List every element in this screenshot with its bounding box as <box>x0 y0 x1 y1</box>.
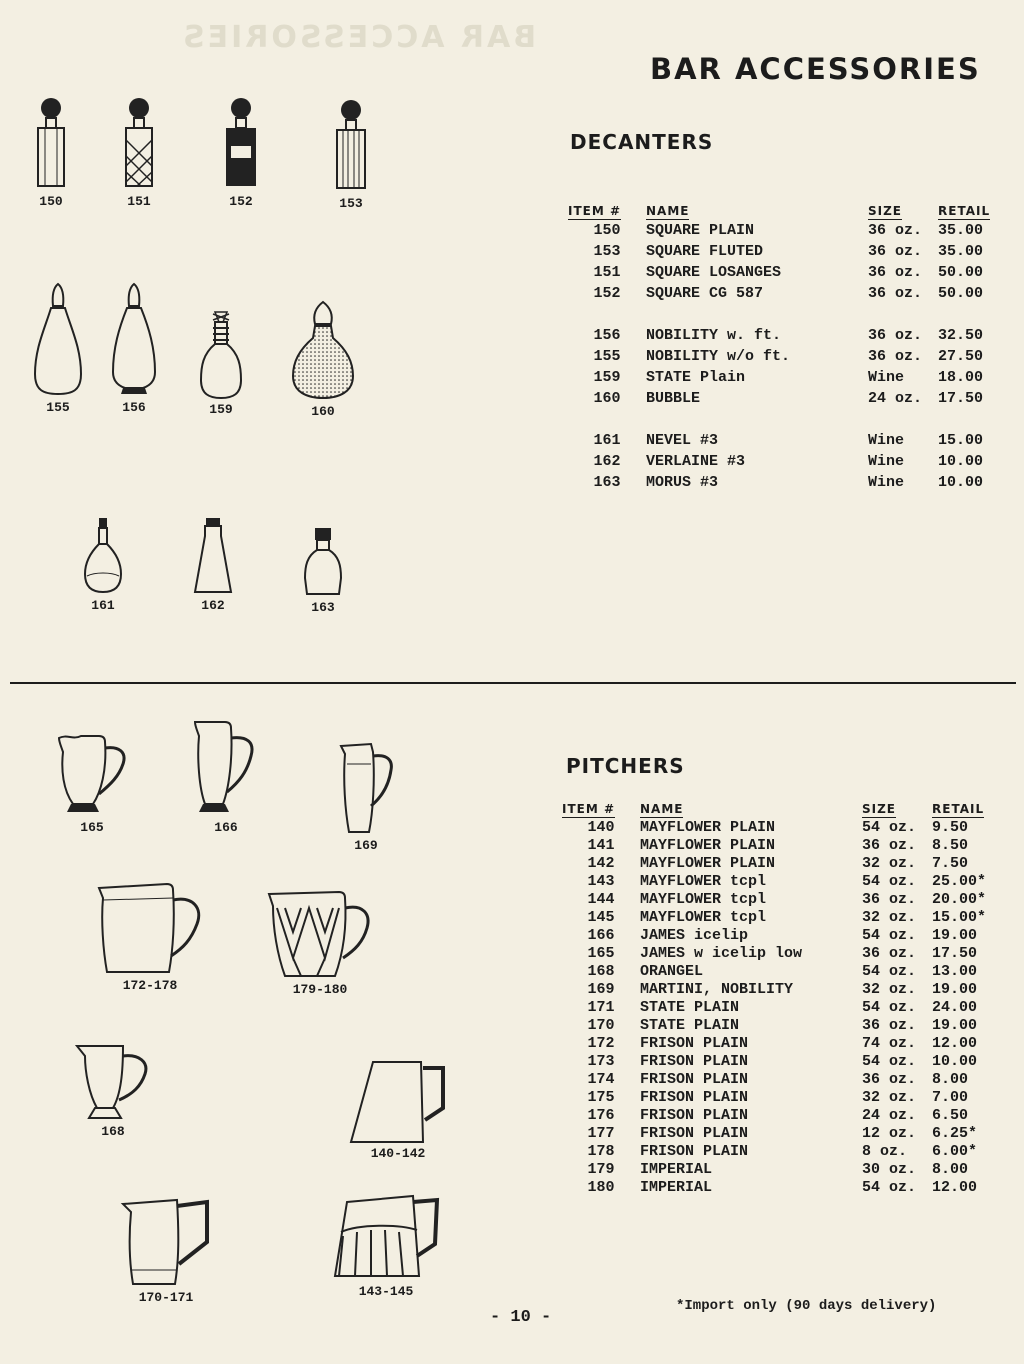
figure-label: 179-180 <box>292 982 348 997</box>
table-row <box>568 325 1008 346</box>
table-row <box>562 890 1002 908</box>
figure-label: 172-178 <box>122 978 178 993</box>
table-cell: MORUS #3 <box>646 474 719 491</box>
pitcher-143-145-figure <box>328 1188 444 1299</box>
table-row <box>568 430 1008 451</box>
table-cell: 74 oz. <box>862 1034 917 1052</box>
table-cell: SQUARE FLUTED <box>646 243 764 260</box>
table-cell: 8.50 <box>932 836 969 854</box>
table-cell: Wine <box>868 474 905 491</box>
figure-label: 162 <box>201 598 225 613</box>
pitcher-140-142-drawing <box>345 1058 451 1144</box>
table-row <box>562 872 1002 890</box>
table-cell: 6.25* <box>932 1124 978 1142</box>
table-cell: 36 oz. <box>862 890 917 908</box>
decanters-table <box>568 204 1008 493</box>
table-cell: FRISON PLAIN <box>640 1034 749 1052</box>
table-cell: 54 oz. <box>862 872 917 890</box>
table-cell: 166 <box>587 926 615 944</box>
table-cell: 156 <box>593 327 621 344</box>
table-cell: 150 <box>593 222 621 239</box>
table-cell: MAYFLOWER tcpl <box>640 890 767 908</box>
table-header-row <box>568 204 1008 220</box>
table-cell: 152 <box>593 285 621 302</box>
table-cell: 175 <box>587 1088 615 1106</box>
pitcher-166-figure <box>186 718 266 835</box>
table-cell: BUBBLE <box>646 390 701 407</box>
table-cell: FRISON PLAIN <box>640 1106 749 1124</box>
table-row <box>568 451 1008 472</box>
figure-label: 170-171 <box>138 1290 194 1305</box>
figure-label: 150 <box>39 194 63 209</box>
decanter-160-figure <box>288 298 358 419</box>
table-cell: 7.50 <box>932 854 969 872</box>
table-cell: 54 oz. <box>862 1178 917 1196</box>
table-cell: 32 oz. <box>862 854 917 872</box>
decanter-150-figure <box>28 96 74 209</box>
table-cell: 8.00 <box>932 1160 969 1178</box>
figure-label: 152 <box>229 194 253 209</box>
table-cell: IMPERIAL <box>640 1178 713 1196</box>
table-cell: 19.00 <box>932 1016 978 1034</box>
pitcher-179-180-figure <box>262 888 378 997</box>
table-cell: SQUARE PLAIN <box>646 222 755 239</box>
table-cell: 142 <box>587 854 615 872</box>
table-cell: 17.50 <box>938 390 984 407</box>
decanter-153-drawing <box>331 98 371 194</box>
decanter-150-drawing <box>31 96 71 192</box>
table-row <box>568 346 1008 367</box>
table-cell: 145 <box>587 908 615 926</box>
pitcher-172-178-drawing <box>93 880 207 976</box>
table-cell: STATE PLAIN <box>640 998 740 1016</box>
table-cell: MAYFLOWER PLAIN <box>640 818 776 836</box>
table-cell: 160 <box>593 390 621 407</box>
table-cell: 7.00 <box>932 1088 969 1106</box>
table-cell: 8 oz. <box>862 1142 908 1160</box>
pitcher-140-142-figure <box>344 1058 452 1161</box>
table-cell: SQUARE LOSANGES <box>646 264 782 281</box>
table-header-row <box>562 802 1002 818</box>
page-title: BAR ACCESSORIES <box>650 52 981 86</box>
table-cell: 54 oz. <box>862 926 917 944</box>
table-cell: 19.00 <box>932 980 978 998</box>
table-cell: FRISON PLAIN <box>640 1142 749 1160</box>
table-cell: 36 oz. <box>862 836 917 854</box>
table-cell: FRISON PLAIN <box>640 1070 749 1088</box>
figure-label: 159 <box>209 402 233 417</box>
table-cell: 170 <box>587 1016 615 1034</box>
table-cell: Wine <box>868 369 905 386</box>
table-cell: ORANGEL <box>640 962 704 980</box>
pitcher-170-171-figure <box>116 1194 216 1305</box>
table-cell: 9.50 <box>932 818 969 836</box>
table-cell: 36 oz. <box>868 285 923 302</box>
table-cell: 141 <box>587 836 615 854</box>
table-cell: 24 oz. <box>862 1106 917 1124</box>
table-cell: 153 <box>593 243 621 260</box>
table-row <box>562 908 1002 926</box>
decanter-163-figure <box>300 526 346 615</box>
table-row <box>562 1016 1002 1034</box>
table-cell: 168 <box>587 962 615 980</box>
pitcher-170-171-drawing <box>117 1194 215 1288</box>
table-cell: JAMES w icelip low <box>640 944 803 962</box>
table-cell: 19.00 <box>932 926 978 944</box>
table-cell: 165 <box>587 944 615 962</box>
table-cell: 50.00 <box>938 264 984 281</box>
table-cell: 36 oz. <box>868 264 923 281</box>
table-cell: MAYFLOWER tcpl <box>640 872 767 890</box>
table-cell: 13.00 <box>932 962 978 980</box>
table-cell: 24 oz. <box>868 390 923 407</box>
table-cell: Wine <box>868 453 905 470</box>
table-cell: 143 <box>587 872 615 890</box>
table-cell: 10.00 <box>932 1052 978 1070</box>
decanter-156-figure <box>106 282 162 415</box>
table-cell: 32 oz. <box>862 980 917 998</box>
decanter-155-figure <box>30 282 86 415</box>
table-cell: 54 oz. <box>862 1052 917 1070</box>
table-cell: JAMES icelip <box>640 926 749 944</box>
table-cell: 54 oz. <box>862 962 917 980</box>
table-row <box>562 926 1002 944</box>
table-row <box>562 944 1002 962</box>
decanter-159-drawing <box>197 310 245 400</box>
table-cell: 176 <box>587 1106 615 1124</box>
table-row <box>562 1178 1002 1196</box>
figure-label: 166 <box>214 820 238 835</box>
table-row <box>562 1070 1002 1088</box>
pitchers-table <box>562 802 1002 1196</box>
table-cell: 12.00 <box>932 1034 978 1052</box>
table-cell: 155 <box>593 348 621 365</box>
table-cell: 177 <box>587 1124 615 1142</box>
table-row <box>562 962 1002 980</box>
table-cell: 163 <box>593 474 621 491</box>
table-cell: 171 <box>587 998 615 1016</box>
header-retail: RETAIL <box>938 204 991 218</box>
decanter-152-drawing <box>221 96 261 192</box>
pitchers-title: PITCHERS <box>566 754 685 778</box>
table-cell: 17.50 <box>932 944 978 962</box>
table-row <box>562 818 1002 836</box>
decanters-title: DECANTERS <box>570 130 714 154</box>
table-row <box>562 1106 1002 1124</box>
figure-label: 163 <box>311 600 335 615</box>
decanter-156-drawing <box>107 282 161 398</box>
decanter-155-drawing <box>31 282 85 398</box>
table-cell: 174 <box>587 1070 615 1088</box>
figure-label: 161 <box>91 598 115 613</box>
table-cell: 140 <box>587 818 615 836</box>
table-cell: 144 <box>587 890 615 908</box>
figure-label: 168 <box>101 1124 125 1139</box>
table-cell: 54 oz. <box>862 818 917 836</box>
table-row <box>562 1160 1002 1178</box>
table-row <box>568 262 1008 283</box>
table-cell: 36 oz. <box>862 944 917 962</box>
figure-label: 160 <box>311 404 335 419</box>
table-cell: FRISON PLAIN <box>640 1052 749 1070</box>
table-cell: 8.00 <box>932 1070 969 1088</box>
table-cell: MARTINI, NOBILITY <box>640 980 794 998</box>
table-cell: 172 <box>587 1034 615 1052</box>
table-row <box>562 836 1002 854</box>
table-cell: 35.00 <box>938 243 984 260</box>
figure-label: 165 <box>80 820 104 835</box>
table-cell: 12 oz. <box>862 1124 917 1142</box>
pitcher-165-drawing <box>53 730 131 818</box>
table-cell: 36 oz. <box>868 222 923 239</box>
table-cell: 32.50 <box>938 327 984 344</box>
decanter-163-drawing <box>301 526 345 598</box>
pitcher-179-180-drawing <box>263 888 377 980</box>
table-cell: 18.00 <box>938 369 984 386</box>
decanter-153-figure <box>328 98 374 211</box>
figure-label: 140-142 <box>370 1146 426 1161</box>
table-cell: 151 <box>593 264 621 281</box>
table-cell: MAYFLOWER PLAIN <box>640 854 776 872</box>
table-cell: MAYFLOWER tcpl <box>640 908 767 926</box>
table-row <box>568 388 1008 409</box>
table-row <box>568 283 1008 304</box>
figure-label: 153 <box>339 196 363 211</box>
table-row <box>562 1124 1002 1142</box>
table-row <box>562 1052 1002 1070</box>
table-row <box>568 367 1008 388</box>
header-name: NAME <box>640 802 684 816</box>
table-cell: 20.00* <box>932 890 987 908</box>
table-cell: Wine <box>868 432 905 449</box>
table-cell: SQUARE CG 587 <box>646 285 764 302</box>
decanter-151-drawing <box>119 96 159 192</box>
pitcher-166-drawing <box>187 718 265 818</box>
footnote: *Import only (90 days delivery) <box>676 1298 937 1314</box>
figure-label: 156 <box>122 400 146 415</box>
section-divider <box>10 682 1016 684</box>
decanter-161-figure <box>80 516 126 613</box>
table-cell: 6.50 <box>932 1106 969 1124</box>
pitcher-172-178-figure <box>92 880 208 993</box>
table-row <box>562 1034 1002 1052</box>
table-cell: 32 oz. <box>862 908 917 926</box>
decanter-159-figure <box>196 310 246 417</box>
figure-label: 155 <box>46 400 70 415</box>
table-cell: IMPERIAL <box>640 1160 713 1178</box>
table-row <box>562 980 1002 998</box>
table-cell: 54 oz. <box>862 998 917 1016</box>
table-cell: STATE PLAIN <box>640 1016 740 1034</box>
table-row <box>562 854 1002 872</box>
pitcher-169-drawing <box>335 740 397 836</box>
table-cell: MAYFLOWER PLAIN <box>640 836 776 854</box>
table-cell: 6.00* <box>932 1142 978 1160</box>
table-cell: 162 <box>593 453 621 470</box>
table-cell: 169 <box>587 980 615 998</box>
table-cell: 15.00* <box>932 908 987 926</box>
table-row <box>568 220 1008 241</box>
page-number: - 10 - <box>490 1308 552 1327</box>
header-item: ITEM # <box>562 802 616 816</box>
table-cell: 12.00 <box>932 1178 978 1196</box>
table-cell: 173 <box>587 1052 615 1070</box>
table-cell: 36 oz. <box>868 243 923 260</box>
table-cell: FRISON PLAIN <box>640 1088 749 1106</box>
header-name: NAME <box>646 204 690 218</box>
table-row <box>568 241 1008 262</box>
figure-label: 143-145 <box>358 1284 414 1299</box>
table-cell: 161 <box>593 432 621 449</box>
header-item: ITEM # <box>568 204 622 218</box>
table-cell: 36 oz. <box>862 1070 917 1088</box>
table-cell: 15.00 <box>938 432 984 449</box>
table-cell: 36 oz. <box>868 348 923 365</box>
bleed-through-text: BAR ACCESSORIES <box>180 20 537 55</box>
decanter-162-drawing <box>191 516 235 596</box>
table-cell: 178 <box>587 1142 615 1160</box>
table-row <box>562 1088 1002 1106</box>
decanter-151-figure <box>116 96 162 209</box>
table-cell: 159 <box>593 369 621 386</box>
decanter-152-figure <box>218 96 264 209</box>
pitcher-143-145-drawing <box>329 1188 443 1282</box>
table-cell: 179 <box>587 1160 615 1178</box>
table-cell: 10.00 <box>938 453 984 470</box>
table-cell: NOBILITY w. ft. <box>646 327 782 344</box>
table-cell: 27.50 <box>938 348 984 365</box>
table-cell: FRISON PLAIN <box>640 1124 749 1142</box>
table-row <box>562 998 1002 1016</box>
header-size: SIZE <box>868 204 903 218</box>
table-cell: 32 oz. <box>862 1088 917 1106</box>
table-cell: 50.00 <box>938 285 984 302</box>
header-retail: RETAIL <box>932 802 985 816</box>
header-size: SIZE <box>862 802 897 816</box>
figure-label: 151 <box>127 194 151 209</box>
pitcher-165-figure <box>52 730 132 835</box>
pitcher-168-drawing <box>71 1042 155 1122</box>
table-cell: STATE Plain <box>646 369 746 386</box>
table-row <box>568 472 1008 493</box>
decanter-162-figure <box>190 516 236 613</box>
table-cell: 30 oz. <box>862 1160 917 1178</box>
figure-label: 169 <box>354 838 378 853</box>
table-cell: 25.00* <box>932 872 987 890</box>
table-cell: 10.00 <box>938 474 984 491</box>
table-cell: NOBILITY w/o ft. <box>646 348 791 365</box>
table-cell: 36 oz. <box>868 327 923 344</box>
table-cell: 35.00 <box>938 222 984 239</box>
table-cell: 36 oz. <box>862 1016 917 1034</box>
pitcher-169-figure <box>334 740 398 853</box>
pitcher-168-figure <box>70 1042 156 1139</box>
table-cell: 180 <box>587 1178 615 1196</box>
decanter-160-drawing <box>289 298 357 402</box>
table-cell: 24.00 <box>932 998 978 1016</box>
table-row <box>562 1142 1002 1160</box>
table-cell: NEVEL #3 <box>646 432 719 449</box>
decanter-161-drawing <box>81 516 125 596</box>
table-cell: VERLAINE #3 <box>646 453 746 470</box>
